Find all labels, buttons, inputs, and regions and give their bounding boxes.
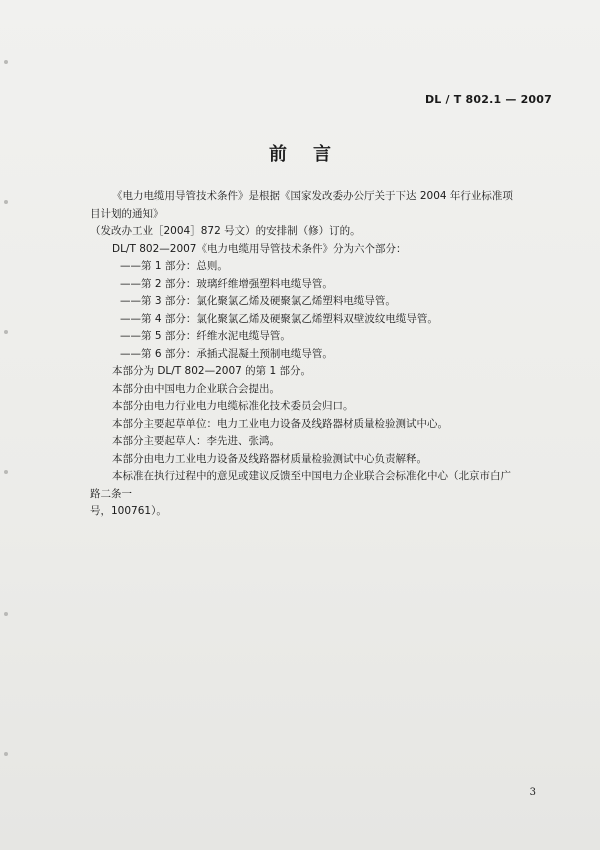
paragraph-origin-cont: （发改办工业［2004］872 号文）的安排制（修）订的。	[90, 225, 361, 237]
list-item: ——第 4 部分：氯化聚氯乙烯及硬聚氯乙烯塑料双壁波纹电缆导管。	[120, 312, 438, 325]
paragraph-feedback: 本标准在执行过程中的意见或建议反馈至中国电力企业联合会标准化中心（北京市白广路二条一	[90, 470, 511, 500]
paragraph-feedback-cont: 号，100761）。	[90, 505, 167, 517]
paragraph-origin: 《电力电缆用导管技术条件》是根据《国家发改委办公厅关于下达 2004 年行业标准项目计划的通知》	[90, 190, 513, 220]
title-char-2: 言	[313, 144, 331, 165]
paragraph-drafters: 本部分主要起草人：李先进、张鸿。	[112, 435, 280, 447]
title-char-1: 前	[269, 144, 287, 165]
paragraph-parts-intro: DL/T 802—2007《电力电缆用导管技术条件》分为六个部分：	[112, 242, 407, 255]
page-title	[0, 140, 600, 166]
binding-hole	[4, 470, 8, 474]
list-item: ——第 2 部分：玻璃纤维增强塑料电缆导管。	[120, 277, 333, 290]
list-item: ——第 1 部分：总则。	[120, 260, 228, 272]
paragraph-proposed-by: 本部分由中国电力企业联合会提出。	[112, 382, 280, 395]
page-number: 3	[529, 787, 536, 798]
preface-body	[90, 188, 518, 521]
paragraph-drafting-unit: 本部分主要起草单位：电力工业电力设备及线路器材质量检验测试中心。	[112, 417, 448, 430]
paragraph-managed-by: 本部分由电力行业电力电缆标准化技术委员会归口。	[112, 400, 354, 412]
binding-hole	[4, 752, 8, 756]
binding-holes	[0, 0, 14, 850]
binding-hole	[4, 60, 8, 64]
paragraph-interpretation: 本部分由电力工业电力设备及线路器材质量检验测试中心负责解释。	[112, 452, 427, 465]
paragraph-this-part: 本部分为 DL/T 802—2007 的第 1 部分。	[112, 365, 312, 377]
list-item: ——第 3 部分：氯化聚氯乙烯及硬聚氯乙烯塑料电缆导管。	[120, 295, 396, 307]
standard-code: DL / T 802.1 — 2007	[424, 93, 552, 106]
list-item: ——第 6 部分：承插式混凝土预制电缆导管。	[120, 347, 333, 360]
list-item: ——第 5 部分：纤维水泥电缆导管。	[120, 330, 291, 342]
binding-hole	[4, 200, 8, 204]
binding-hole	[4, 612, 8, 616]
binding-hole	[4, 330, 8, 334]
